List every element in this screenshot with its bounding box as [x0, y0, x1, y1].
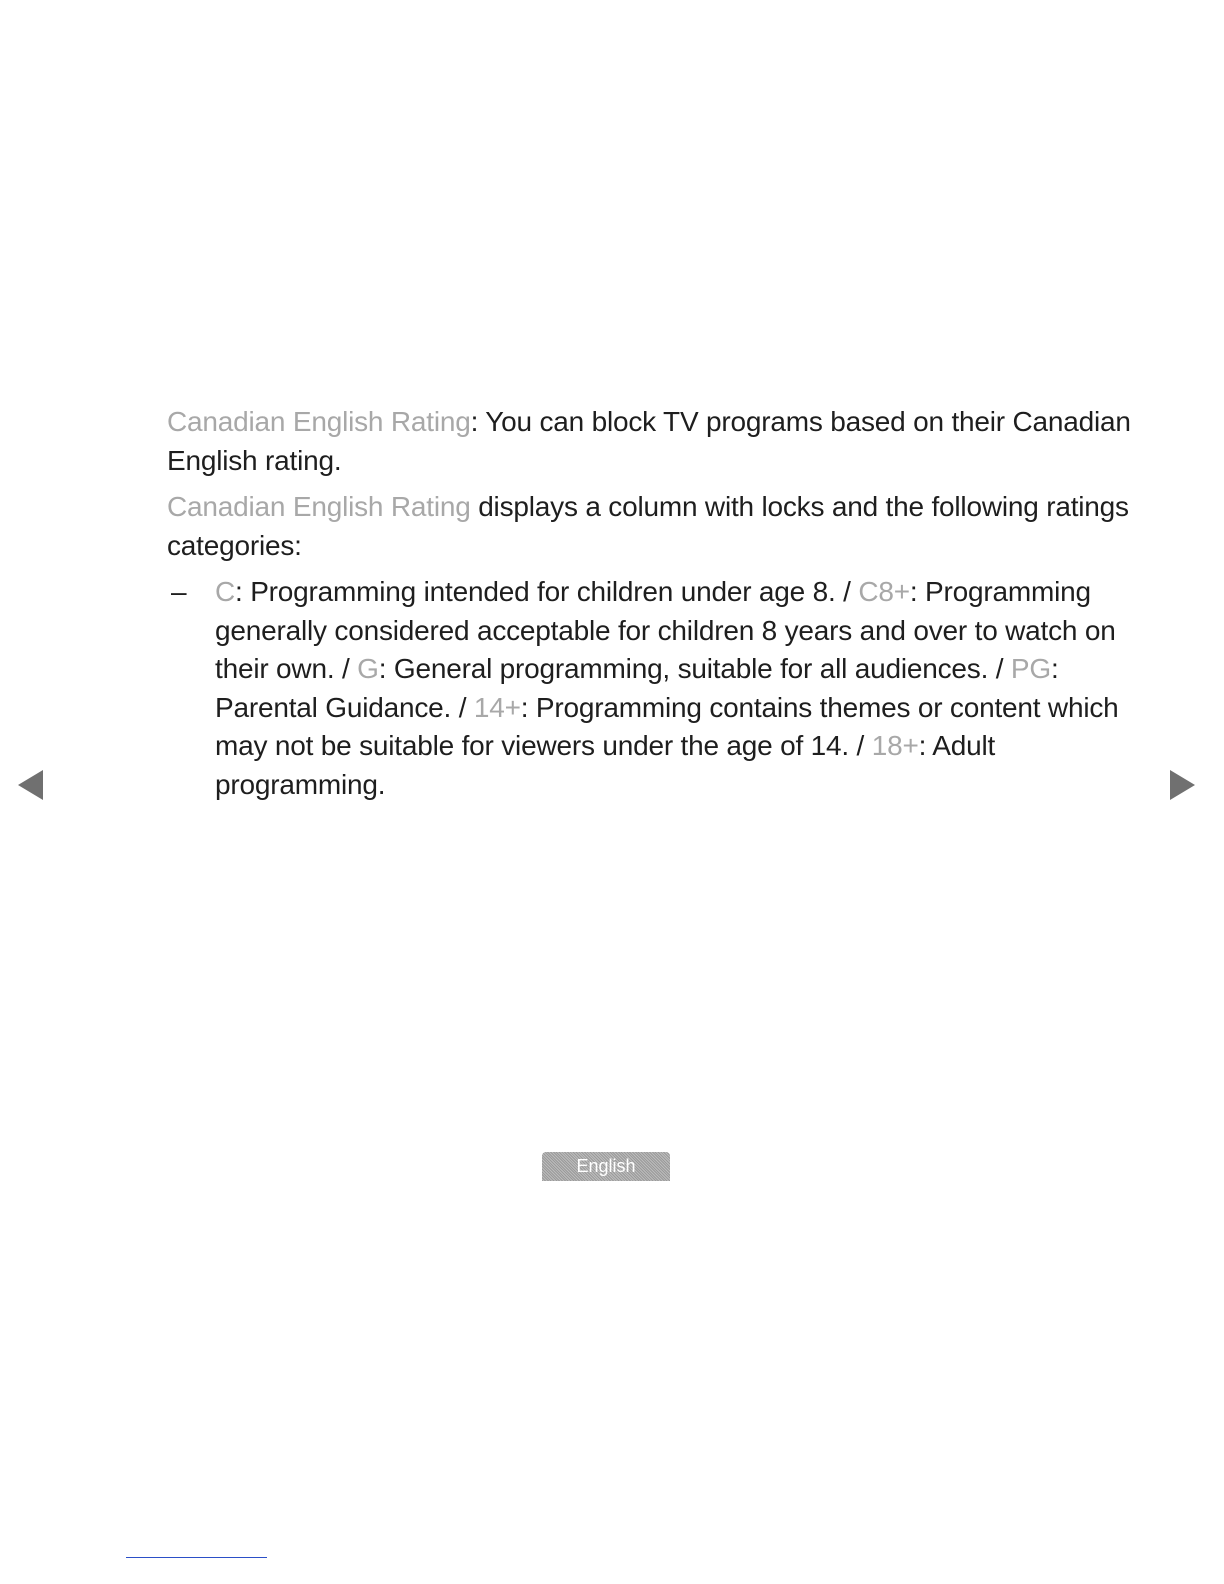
triangle-right-icon[interactable]: [1170, 770, 1195, 800]
term-canadian-english-rating: Canadian English Rating: [167, 491, 471, 522]
rating-desc-c: : Programming intended for children under age 8. /: [235, 576, 859, 607]
rating-desc-14plus: : Programming contains themes or content which may not be suitable for viewers under the age of 14. /: [215, 691, 1119, 761]
rating-term-c8plus: C8+: [858, 576, 910, 607]
paragraph-canadian-english-rating-intro: [167, 403, 1147, 480]
rating-desc-18plus: : Adult programming.: [215, 730, 996, 800]
rating-term-g: G: [357, 653, 379, 684]
rating-desc-c8plus: : Programming generally considered acceptable for children 8 years and over to watch on their own. /: [215, 576, 1116, 684]
ratings-bullet: [167, 573, 1147, 804]
rating-term-pg: PG: [1010, 653, 1051, 684]
rating-desc-g: : General programming, suitable for all audiences. /: [378, 653, 1011, 684]
rating-term-c: C: [215, 576, 236, 607]
term-canadian-english-rating: Canadian English Rating: [167, 406, 471, 437]
rating-term-14plus: 14+: [473, 691, 521, 723]
paragraph-text: : You can block TV programs based on their Canadian English rating.: [167, 406, 1131, 476]
main-content: [167, 403, 1147, 804]
triangle-left-icon[interactable]: [18, 770, 43, 800]
rating-term-18plus: 18+: [871, 730, 919, 761]
paragraph-text: displays a column with locks and the following ratings categories:: [167, 491, 1129, 561]
paragraph-canadian-english-rating-display: [167, 488, 1147, 565]
language-tab[interactable]: English: [542, 1152, 670, 1181]
rating-desc-pg: : Parental Guidance. /: [215, 653, 1059, 723]
bullet-dash: –: [171, 576, 187, 607]
footer-divider: [126, 1557, 267, 1558]
